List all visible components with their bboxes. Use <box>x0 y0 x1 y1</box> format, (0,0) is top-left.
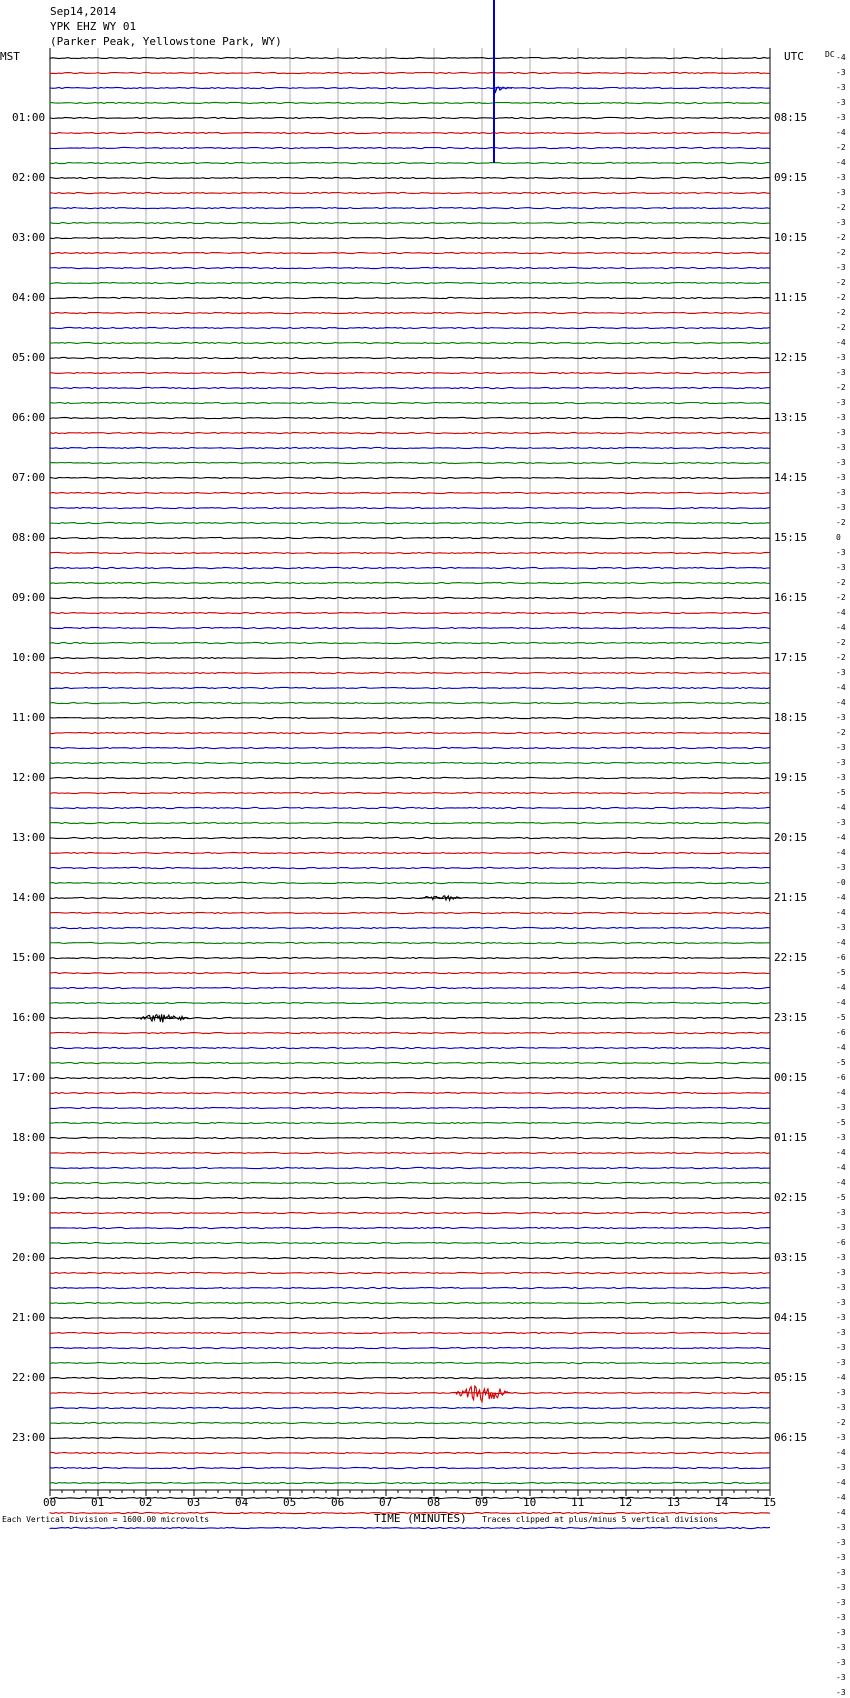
dc-offset-label: -4 <box>836 803 846 812</box>
trace-row <box>50 1212 770 1213</box>
location-label: (Parker Peak, Yellowstone Park, WY) <box>50 35 282 48</box>
trace-row <box>50 1032 770 1033</box>
x-tick-label: 03 <box>187 1496 201 1509</box>
dc-offset-label: -3 <box>836 1208 846 1217</box>
dc-offset-label: -2 <box>836 323 846 332</box>
dc-offset-label: -6 <box>836 1073 846 1082</box>
utc-hour-label: 17:15 <box>774 651 808 664</box>
utc-hour-label: 22:15 <box>774 951 808 964</box>
x-tick-label: 04 <box>235 1496 249 1509</box>
trace-row <box>50 852 770 853</box>
mst-hour-label: 11:00 <box>12 711 46 724</box>
event-coda <box>494 87 512 92</box>
dc-offset-label: -2 <box>836 143 846 152</box>
dc-offset-label: -3 <box>836 923 846 932</box>
dc-offset-label: -4 <box>836 1493 846 1502</box>
mst-hour-label: 06:00 <box>12 411 46 424</box>
dc-offset-label: -3 <box>836 1133 846 1142</box>
trace-row <box>50 807 770 808</box>
trace-row <box>50 642 770 643</box>
utc-hour-label: 00:15 <box>774 1071 808 1084</box>
station-label: YPK EHZ WY 01 <box>50 20 137 33</box>
dc-offset-label: -3 <box>836 1403 846 1412</box>
trace-row <box>50 102 770 103</box>
trace-row <box>50 927 770 928</box>
trace-row <box>50 972 770 973</box>
left-timezone-label: MST <box>0 50 20 63</box>
date-label: Sep14,2014 <box>50 5 117 18</box>
trace-row <box>50 522 770 523</box>
dc-offset-label: -3 <box>836 1268 846 1277</box>
utc-hour-label: 12:15 <box>774 351 808 364</box>
trace-row <box>50 177 770 178</box>
dc-offset-label: -4 <box>836 1148 846 1157</box>
x-tick-label: 02 <box>139 1496 153 1509</box>
x-tick-label: 00 <box>43 1496 57 1509</box>
trace-row <box>50 597 770 598</box>
dc-offset-label: -3 <box>836 218 846 227</box>
dc-offset-label: -6 <box>836 1028 846 1037</box>
mst-hour-label: 01:00 <box>12 111 46 124</box>
dc-offset-label: -3 <box>836 1583 846 1592</box>
utc-hour-label: 13:15 <box>774 411 808 424</box>
trace-row <box>50 327 770 328</box>
dc-offset-label: -4 <box>836 53 846 62</box>
dc-offset-label: -3 <box>836 1298 846 1307</box>
dc-offset-label: -3 <box>836 743 846 752</box>
mst-hour-label: 19:00 <box>12 1191 46 1204</box>
trace-row <box>50 147 770 148</box>
trace-row <box>50 1257 770 1258</box>
dc-offset-label: -3 <box>836 1553 846 1562</box>
trace-row <box>50 912 770 913</box>
trace-row <box>50 1272 770 1273</box>
dc-offset-label: -4 <box>836 1043 846 1052</box>
mst-hour-label: 05:00 <box>12 351 46 364</box>
x-tick-label: 13 <box>667 1496 681 1509</box>
trace-row <box>50 1152 770 1153</box>
dc-offset-label: -3 <box>836 1673 846 1682</box>
right-timezone-label: UTC <box>784 50 804 63</box>
trace-row <box>50 1137 770 1138</box>
dc-offset-label: -3 <box>836 563 846 572</box>
mst-hour-label: 13:00 <box>12 831 46 844</box>
dc-offset-label: -4 <box>836 1448 846 1457</box>
dc-offset-label: -4 <box>836 1178 846 1187</box>
utc-hour-label: 14:15 <box>774 471 808 484</box>
dc-offset-label: -3 <box>836 1433 846 1442</box>
dc-offset-label: -3 <box>836 503 846 512</box>
dc-offset-label: -3 <box>836 413 846 422</box>
utc-hour-label: 04:15 <box>774 1311 808 1324</box>
trace-row <box>50 297 770 298</box>
dc-label: DC <box>825 50 835 59</box>
utc-hour-label: 15:15 <box>774 531 808 544</box>
trace-row <box>50 732 770 733</box>
trace-row <box>50 132 770 133</box>
trace-row <box>50 1317 770 1318</box>
dc-offset-label: -4 <box>836 1088 846 1097</box>
dc-offset-label: -3 <box>836 98 846 107</box>
trace-row <box>50 1452 770 1453</box>
dc-offset-label: -3 <box>836 1253 846 1262</box>
dc-offset-label: -4 <box>836 848 846 857</box>
dc-offset-label: -3 <box>836 668 846 677</box>
dc-offset-label: -3 <box>836 1658 846 1667</box>
dc-offset-label: -3 <box>836 188 846 197</box>
trace-row <box>50 627 770 628</box>
utc-hour-label: 01:15 <box>774 1131 808 1144</box>
trace-row <box>50 942 770 943</box>
scale-note: Each Vertical Division = 1600.00 microvolts <box>2 1515 210 1524</box>
trace-row <box>50 387 770 388</box>
dc-offset-label: -3 <box>836 1103 846 1112</box>
mst-hour-label: 08:00 <box>12 531 46 544</box>
dc-offset-label: -5 <box>836 1013 846 1022</box>
trace-row <box>50 282 770 283</box>
trace-row <box>50 1092 770 1093</box>
seismic-events <box>136 0 512 1402</box>
trace-row <box>50 702 770 703</box>
trace-row <box>50 417 770 418</box>
trace-row <box>50 1122 770 1123</box>
trace-row <box>50 1377 770 1378</box>
dc-offset-label: -3 <box>836 113 846 122</box>
trace-row <box>50 162 770 163</box>
mst-hour-label: 10:00 <box>12 651 46 664</box>
dc-offset-label: 0 <box>836 533 841 542</box>
dc-offset-label: -3 <box>836 863 846 872</box>
trace-row <box>50 1047 770 1048</box>
trace-row <box>50 1392 770 1393</box>
dc-offset-label: -3 <box>836 398 846 407</box>
mst-hour-label: 16:00 <box>12 1011 46 1024</box>
utc-hour-label: 10:15 <box>774 231 808 244</box>
trace-row <box>50 657 770 658</box>
dc-offset-label: -4 <box>836 893 846 902</box>
dc-offset-label: -4 <box>836 683 846 692</box>
trace-row <box>50 1467 770 1468</box>
trace-row <box>50 252 770 253</box>
dc-offset-label: -3 <box>836 1643 846 1652</box>
trace-row <box>50 1302 770 1303</box>
trace-row <box>50 492 770 493</box>
utc-hour-label: 02:15 <box>774 1191 808 1204</box>
mst-hour-label: 21:00 <box>12 1311 46 1324</box>
dc-offset-label: -4 <box>836 608 846 617</box>
trace-row <box>50 1527 770 1528</box>
dc-offset-label: -2 <box>836 278 846 287</box>
utc-hour-label: 06:15 <box>774 1431 808 1444</box>
mst-hour-label: 07:00 <box>12 471 46 484</box>
trace-row <box>50 432 770 433</box>
dc-offset-label: -6 <box>836 953 846 962</box>
dc-offset-label: -3 <box>836 1688 846 1697</box>
dc-offset-label: -4 <box>836 158 846 167</box>
dc-offset-label: -3 <box>836 758 846 767</box>
dc-offset-label: -4 <box>836 698 846 707</box>
dc-offset-label: -3 <box>836 488 846 497</box>
dc-offset-label: -3 <box>836 473 846 482</box>
dc-offset-label: -3 <box>836 1568 846 1577</box>
dc-offset-label: -3 <box>836 1628 846 1637</box>
trace-row <box>50 672 770 673</box>
mst-hour-label: 22:00 <box>12 1371 46 1384</box>
dc-offset-label: -3 <box>836 68 846 77</box>
trace-row <box>50 477 770 478</box>
dc-offset-label: -2 <box>836 248 846 257</box>
x-tick-label: 09 <box>475 1496 489 1509</box>
x-tick-label: 14 <box>715 1496 729 1509</box>
utc-hour-label: 03:15 <box>774 1251 808 1264</box>
dc-offset-label: -3 <box>836 1598 846 1607</box>
trace-row <box>50 897 770 898</box>
trace-row <box>50 1062 770 1063</box>
trace-row <box>50 342 770 343</box>
trace-row <box>50 237 770 238</box>
dc-offset-label: -2 <box>836 638 846 647</box>
mst-hour-label: 17:00 <box>12 1071 46 1084</box>
trace-row <box>50 1407 770 1408</box>
dc-offset-label: -5 <box>836 968 846 977</box>
trace-row <box>50 1197 770 1198</box>
dc-offset-label: -3 <box>836 1388 846 1397</box>
dc-offset-label: -5 <box>836 788 846 797</box>
trace-row <box>50 1362 770 1363</box>
trace-row <box>50 822 770 823</box>
dc-offset-label: -2 <box>836 578 846 587</box>
trace-row <box>50 792 770 793</box>
dc-offset-label: -4 <box>836 833 846 842</box>
dc-offset-label: -4 <box>836 1508 846 1517</box>
trace-row <box>50 1002 770 1003</box>
trace-row <box>50 1437 770 1438</box>
dc-offset-label: -3 <box>836 458 846 467</box>
trace-row <box>50 612 770 613</box>
trace-row <box>50 447 770 448</box>
dc-offset-label: -2 <box>836 293 846 302</box>
x-tick-label: 05 <box>283 1496 297 1509</box>
x-tick-label: 12 <box>619 1496 633 1509</box>
dc-offset-label: -3 <box>836 428 846 437</box>
dc-offset-label: -3 <box>836 773 846 782</box>
trace-row <box>50 537 770 538</box>
x-tick-label: 06 <box>331 1496 345 1509</box>
utc-hour-label: 21:15 <box>774 891 808 904</box>
trace-row <box>50 567 770 568</box>
dc-offset-label: -3 <box>836 1343 846 1352</box>
dc-offset-label: -5 <box>836 1118 846 1127</box>
trace-row <box>50 267 770 268</box>
mst-hour-label: 20:00 <box>12 1251 46 1264</box>
trace-row <box>50 222 770 223</box>
trace-row <box>50 1287 770 1288</box>
x-tick-label: 11 <box>571 1496 585 1509</box>
trace-row <box>50 207 770 208</box>
trace-row <box>50 1227 770 1228</box>
trace-row <box>50 747 770 748</box>
dc-offset-label: -4 <box>836 983 846 992</box>
trace-row <box>50 57 770 58</box>
utc-hour-label: 18:15 <box>774 711 808 724</box>
dc-offset-label: -5 <box>836 1058 846 1067</box>
trace-row <box>50 717 770 718</box>
dc-offset-label: -3 <box>836 83 846 92</box>
utc-hour-label: 11:15 <box>774 291 808 304</box>
trace-row <box>50 1242 770 1243</box>
dc-offset-label: -5 <box>836 1193 846 1202</box>
mst-hour-label: 12:00 <box>12 771 46 784</box>
dc-offset-label: -2 <box>836 308 846 317</box>
trace-row <box>50 1347 770 1348</box>
trace-row <box>50 117 770 118</box>
x-axis-title: TIME (MINUTES) <box>374 1512 467 1525</box>
dc-offset-label: -4 <box>836 338 846 347</box>
utc-hour-label: 05:15 <box>774 1371 808 1384</box>
trace-row <box>50 1167 770 1168</box>
dc-offset-label: -4 <box>836 998 846 1007</box>
utc-hour-label: 08:15 <box>774 111 808 124</box>
dc-offset-label: -3 <box>836 443 846 452</box>
mst-hour-label: 04:00 <box>12 291 46 304</box>
trace-row <box>50 1077 770 1078</box>
x-tick-label: 07 <box>379 1496 393 1509</box>
utc-hour-label: 20:15 <box>774 831 808 844</box>
dc-offset-label: -3 <box>836 1523 846 1532</box>
trace-row <box>50 687 770 688</box>
dc-offset-label: -3 <box>836 548 846 557</box>
trace-row <box>50 1422 770 1423</box>
mst-hour-label: 14:00 <box>12 891 46 904</box>
x-tick-label: 01 <box>91 1496 105 1509</box>
trace-row <box>50 867 770 868</box>
trace-row <box>50 87 770 88</box>
dc-offset-label: -4 <box>836 623 846 632</box>
dc-offset-label: -2 <box>836 518 846 527</box>
dc-offset-label: -3 <box>836 1358 846 1367</box>
utc-hour-label: 19:15 <box>774 771 808 784</box>
clip-note: Traces clipped at plus/minus 5 vertical divisions <box>482 1515 719 1524</box>
utc-hour-label: 16:15 <box>774 591 808 604</box>
dc-offset-label: -4 <box>836 1163 846 1172</box>
dc-offset-label: -2 <box>836 653 846 662</box>
mst-hour-label: 03:00 <box>12 231 46 244</box>
trace-row <box>50 777 770 778</box>
dc-offset-label: -4 <box>836 938 846 947</box>
trace-row <box>50 72 770 73</box>
dc-offset-label: -2 <box>836 233 846 242</box>
mst-hour-label: 23:00 <box>12 1431 46 1444</box>
trace-row <box>50 987 770 988</box>
trace-row <box>50 762 770 763</box>
trace-row <box>50 192 770 193</box>
trace-row <box>50 312 770 313</box>
seismic-traces <box>50 57 770 1534</box>
trace-row <box>50 957 770 958</box>
trace-row <box>50 837 770 838</box>
dc-offset-label: -0 <box>836 878 846 887</box>
dc-offset-label: -2 <box>836 1418 846 1427</box>
dc-offset-label: -3 <box>836 1463 846 1472</box>
dc-offset-label: -2 <box>836 383 846 392</box>
trace-row <box>50 372 770 373</box>
x-tick-label: 10 <box>523 1496 537 1509</box>
dc-offset-label: -4 <box>836 1373 846 1382</box>
x-tick-label: 08 <box>427 1496 441 1509</box>
dc-offset-label: -4 <box>836 908 846 917</box>
dc-offset-label: -3 <box>836 1283 846 1292</box>
trace-row <box>50 552 770 553</box>
dc-offset-label: -2 <box>836 593 846 602</box>
mst-hour-label: 02:00 <box>12 171 46 184</box>
dc-offset-label: -3 <box>836 173 846 182</box>
dc-offset-label: -3 <box>836 713 846 722</box>
dc-offset-label: -3 <box>836 263 846 272</box>
dc-offset-label: -3 <box>836 353 846 362</box>
trace-row <box>50 1107 770 1108</box>
utc-hour-label: 09:15 <box>774 171 808 184</box>
mst-hour-label: 18:00 <box>12 1131 46 1144</box>
dc-offset-label: -3 <box>836 368 846 377</box>
trace-row <box>50 462 770 463</box>
trace-row <box>50 582 770 583</box>
dc-offset-label: -3 <box>836 1223 846 1232</box>
trace-row <box>50 357 770 358</box>
x-tick-label: 15 <box>763 1496 777 1509</box>
mst-hour-label: 15:00 <box>12 951 46 964</box>
dc-offset-label: -3 <box>836 818 846 827</box>
dc-offset-label: -6 <box>836 1238 846 1247</box>
trace-row <box>50 882 770 883</box>
trace-row <box>50 402 770 403</box>
dc-offset-label: -4 <box>836 1478 846 1487</box>
dc-offset-label: -2 <box>836 203 846 212</box>
utc-hour-label: 23:15 <box>774 1011 808 1024</box>
trace-row <box>50 507 770 508</box>
trace-row <box>50 1182 770 1183</box>
trace-row <box>50 1482 770 1483</box>
dc-offset-label: -3 <box>836 1538 846 1547</box>
dc-offset-label: -3 <box>836 1613 846 1622</box>
dc-offset-label: -3 <box>836 1313 846 1322</box>
time-axis <box>50 1490 770 1496</box>
dc-offset-label: -3 <box>836 1328 846 1337</box>
dc-offset-label: -2 <box>836 728 846 737</box>
mst-hour-label: 09:00 <box>12 591 46 604</box>
dc-offset-label: -4 <box>836 128 846 137</box>
trace-row <box>50 1332 770 1333</box>
trace-row <box>50 1497 770 1498</box>
